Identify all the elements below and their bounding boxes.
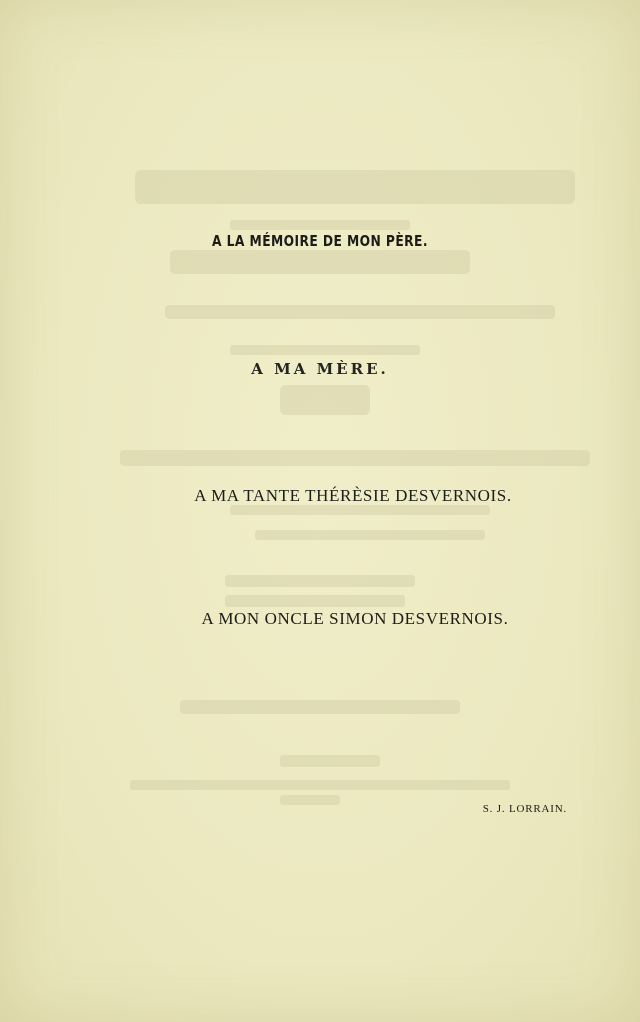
dedication-line-aunt: A MA TANTE THÉRÈSIE DESVERNOIS. — [194, 486, 512, 505]
dedication-line-uncle: A MON ONCLE SIMON DESVERNOIS. — [201, 609, 509, 628]
dedication-line-father: A LA MÉMOIRE DE MON PÈRE. — [212, 232, 428, 250]
dedication-line-mother: A MA MÈRE. — [251, 360, 389, 378]
author-signature: S. J. LORRAIN. — [482, 803, 567, 815]
